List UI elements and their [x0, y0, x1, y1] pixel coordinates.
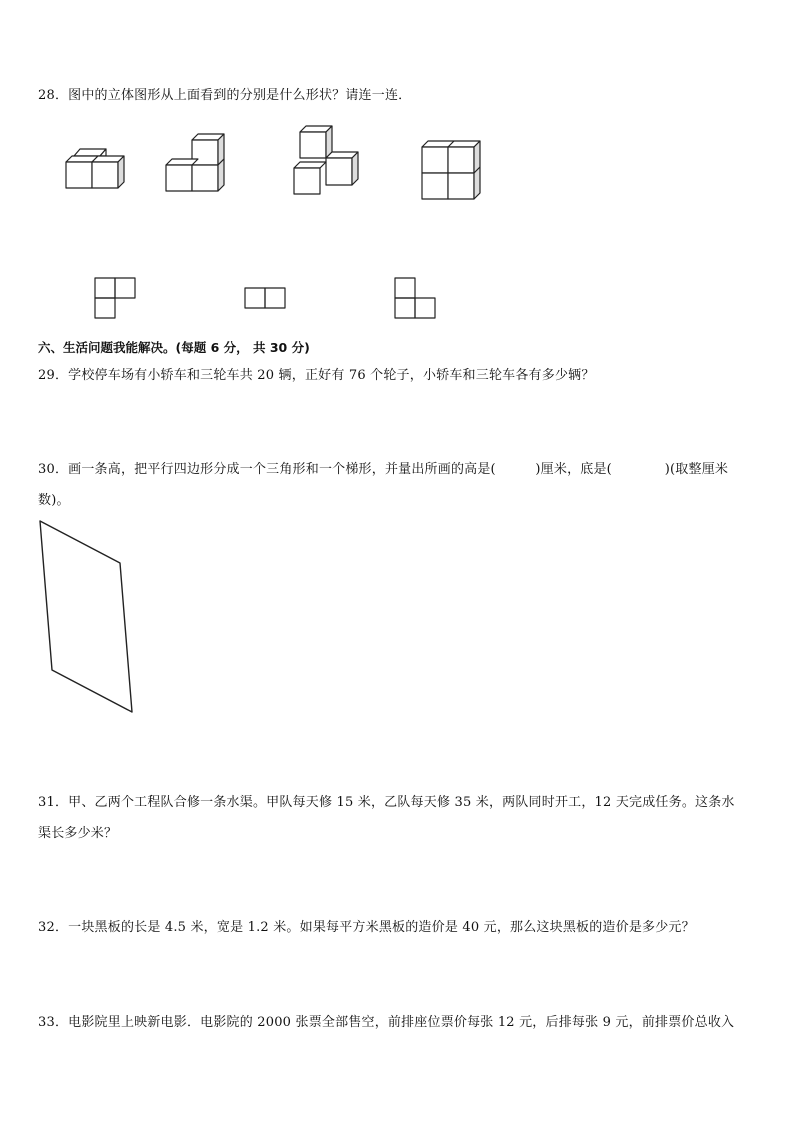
question-30-line-1: 30．画一条高，把平行四边形分成一个三角形和一个梯形，并量出所画的高是( )厘米，底是( )(取整厘米	[38, 462, 729, 477]
parallelogram	[40, 521, 132, 712]
question-29: 29．学校停车场有小轿车和三轮车共 20 辆，正好有 76 个轮子，小轿车和三轮车各有多少辆？	[38, 368, 595, 383]
question-30-line-2: 数)。	[38, 493, 70, 508]
top-view-1	[95, 278, 135, 318]
solid-3-figure	[294, 126, 358, 194]
solid-1-figure	[66, 149, 124, 188]
solid-4-figure	[422, 141, 480, 199]
top-view-2	[245, 288, 285, 308]
section-6-title: 六、生活问题我能解决。(每题 6 分， 共 30 分)	[38, 340, 310, 355]
question-32: 32．一块黑板的长是 4.5 米，宽是 1.2 米。如果每平方米黑板的造价是 40 元，那么这块黑板的造价是多少元？	[38, 920, 695, 935]
question-28: 28．图中的立体图形从上面看到的分别是什么形状？请连一连．	[38, 88, 412, 103]
top-view-3	[395, 278, 435, 318]
question-31-line-2: 渠长多少米？	[38, 826, 118, 841]
solid-2-figure	[166, 134, 224, 191]
question-31-line-1: 31．甲、乙两个工程队合修一条水渠。甲队每天修 15 米，乙队每天修 35 米，两队同时开工，12 天完成任务。这条水	[38, 795, 735, 810]
question-33: 33．电影院里上映新电影．电影院的 2000 张票全部售空，前排座位票价每张 12 元，后排每张 9 元，前排票价总收入	[38, 1015, 735, 1030]
